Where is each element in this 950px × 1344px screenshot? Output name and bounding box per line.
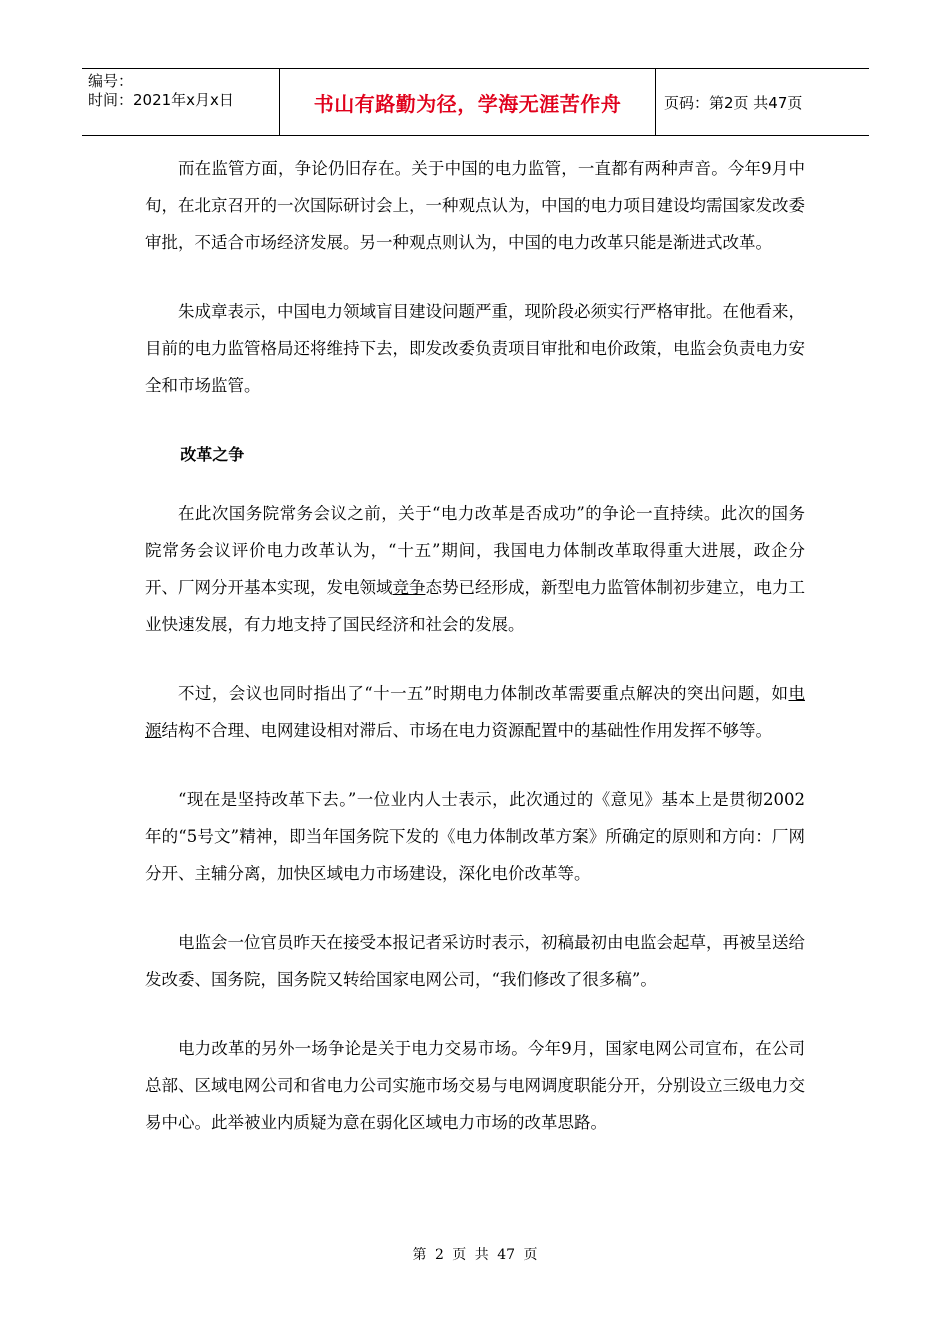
header-motto: 书山有路勤为径，学海无涯苦作舟: [280, 69, 656, 135]
document-body: [145, 150, 805, 1173]
page-footer: 第 2 页 共 47 页: [412, 1247, 538, 1263]
section-title: 改革之争: [180, 445, 245, 464]
paragraph-text: 不过，会议也同时指出了“十一五”时期电力体制改革需要重点解决的突出问题，如: [178, 684, 789, 703]
paragraph-outstanding-issues: [145, 675, 805, 749]
paragraph-reform-evaluation: [145, 495, 805, 643]
paragraph-text: 态势已经形成，新型电力监管体制初步建立，电力工业快速发展，有力地支持了国民经济和社会的发展。: [145, 578, 805, 634]
document-header: [82, 68, 869, 136]
paragraph-draft-history: 电监会一位官员昨天在接受本报记者采访时表示，初稿最初由电监会起草，再被呈送给发改委、国务院，国务院又转给国家电网公司，“我们修改了很多稿”。: [145, 933, 805, 989]
paragraph-zhu-chengzhang: 朱成章表示，中国电力领域盲目建设问题严重，现阶段必须实行严格审批。在他看来，目前的电力监管格局还将维持下去，即发改委负责项目审批和电价政策，电监会负责电力安全和市场监管。: [145, 302, 805, 395]
paragraph-continue-reform: “现在是坚持改革下去。”一位业内人士表示，此次通过的《意见》基本上是贯彻2002年的“5号文”精神，即当年国务院下发的《电力体制改革方案》所确定的原则和方向：厂网分开、主辅分离，加快区域电力市场建设，深化电价改革等。: [145, 790, 805, 883]
header-info-cell: [82, 69, 280, 135]
link-power-source[interactable]: 电源: [145, 684, 805, 740]
document-number-label: 编号：: [88, 72, 134, 90]
paragraph-supervision-debate: 而在监管方面，争论仍旧存在。关于中国的电力监管，一直都有两种声音。今年9月中旬，在北京召开的一次国际研讨会上，一种观点认为，中国的电力项目建设均需国家发改委审批，不适合市场经济发展。另一种观点则认为，中国的电力改革只能是渐进式改革。: [145, 159, 805, 252]
paragraph-trading-market: 电力改革的另外一场争论是关于电力交易市场。今年9月，国家电网公司宣布，在公司总部、区域电网公司和省电力公司实施市场交易与电网调度职能分开，分别设立三级电力交易中心。此举被业内质疑为意在弱化区域电力市场的改革思路。: [145, 1039, 805, 1132]
paragraph-text: 结构不合理、电网建设相对滞后、市场在电力资源配置中的基础性作用发挥不够等。: [161, 721, 772, 740]
link-competition[interactable]: 竞争: [392, 578, 426, 597]
header-page-number: 页码：第2页 共47页: [664, 93, 803, 112]
paragraph-text: 在此次国务院常务会议之前，关于“电力改革是否成功”的争论一直持续。此次的国务院常务会议评价电力改革认为，“十五”期间，我国电力体制改革取得重大进展，政企分开、厂网分开基本实现，发电领域: [145, 504, 805, 597]
document-date-label: 时间：2021年x月x日: [88, 91, 234, 109]
